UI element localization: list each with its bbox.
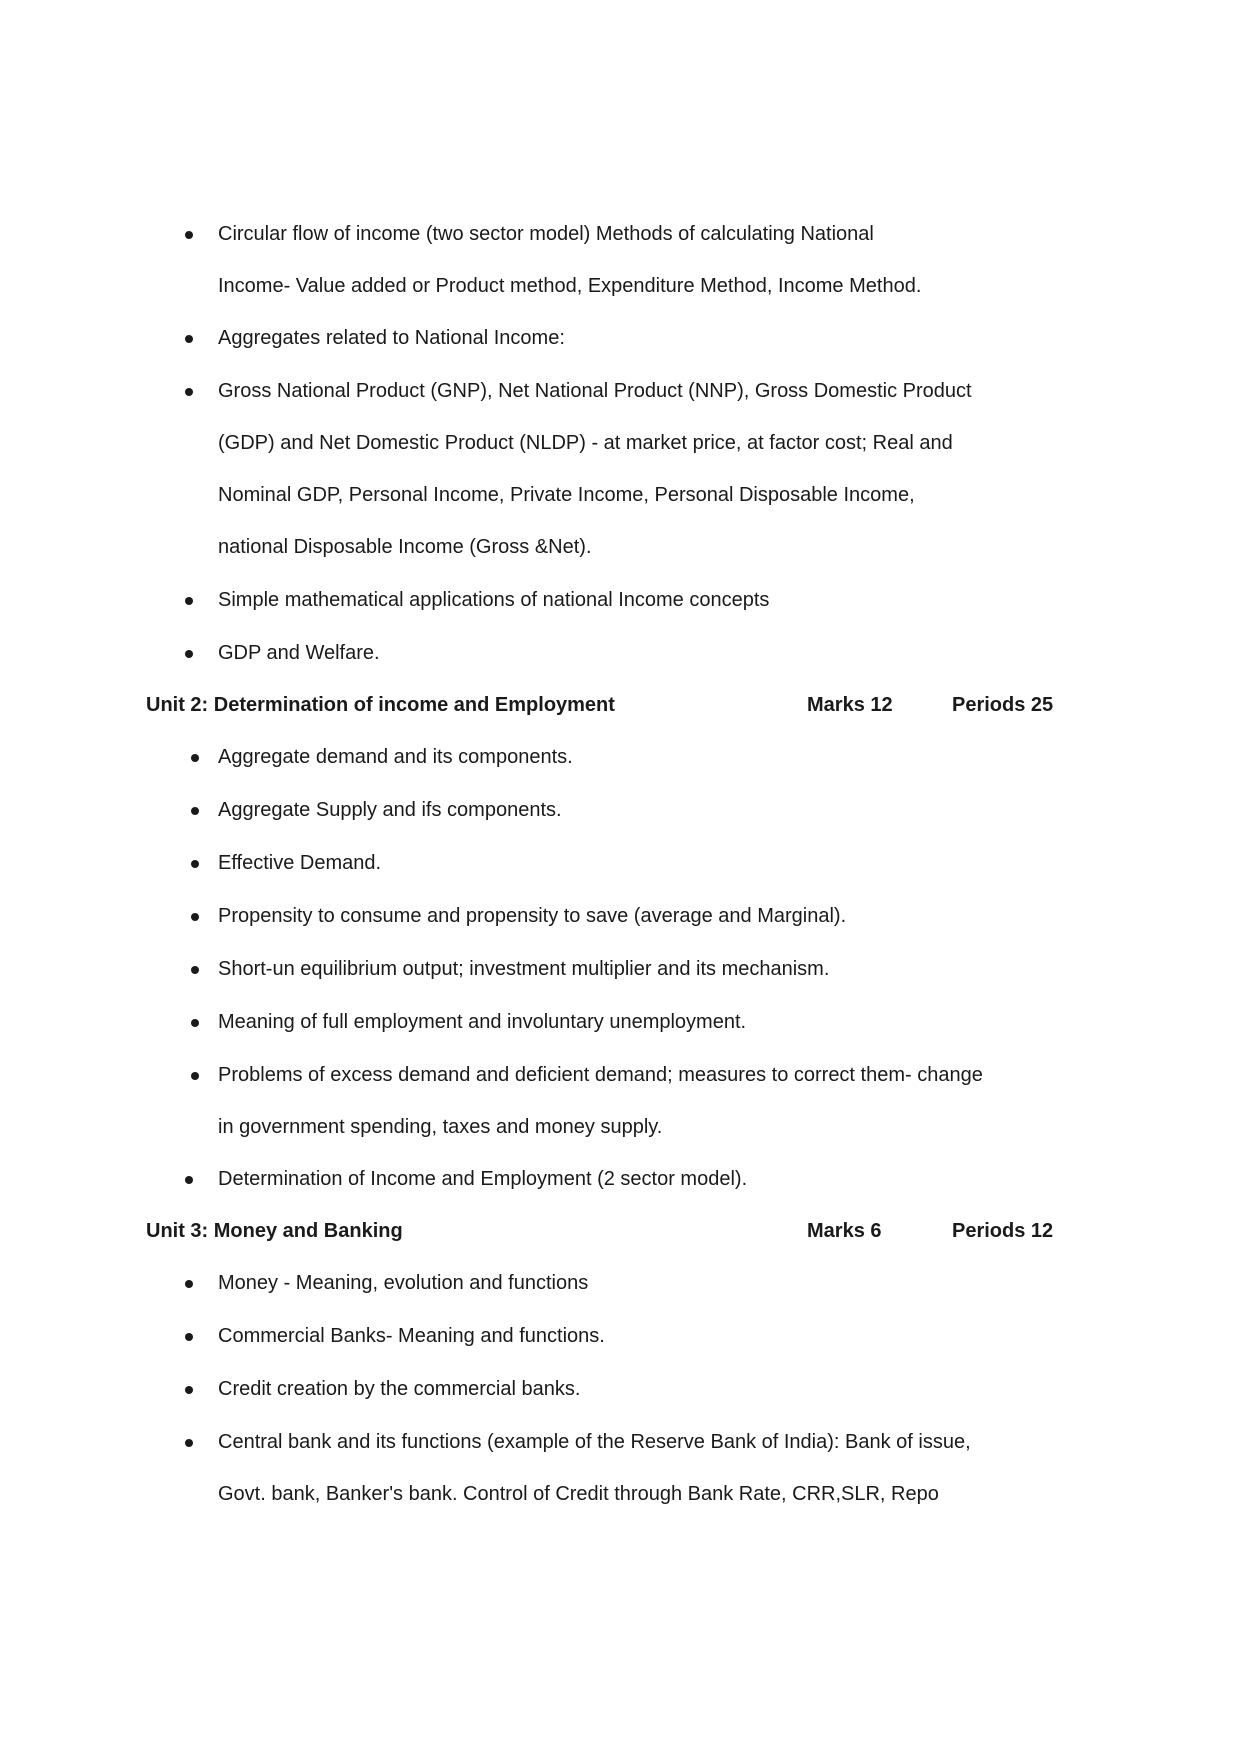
unit-2-periods: Periods 25 [952,694,1054,716]
list-item-line: Propensity to consume and propensity to save (average and Marginal). [218,905,847,927]
list-item-line: Income- Value added or Product method, Expenditure Method, Income Method. [218,275,922,297]
bullet-icon [185,1439,193,1447]
bullet-icon [185,1280,193,1288]
list-item-line: Meaning of full employment and involuntary unemployment. [218,1011,747,1033]
list-item-line: Govt. bank, Banker's bank. Control of Credit through Bank Rate, CRR,SLR, Repo [218,1483,939,1505]
list-item-line: Short-un equilibrium output; investment multiplier and its mechanism. [218,958,830,980]
bullet-icon [185,335,193,343]
bullet-icon [191,807,199,815]
bullet-icon [191,913,199,921]
bullet-icon [191,860,199,868]
unit-3-marks: Marks 6 [807,1220,882,1242]
list-item-line: Aggregate Supply and ifs components. [218,799,562,821]
list-item-line: Credit creation by the commercial banks. [218,1378,581,1400]
list-item-line: GDP and Welfare. [218,642,380,664]
bullet-icon [185,1176,193,1184]
list-item-line: Commercial Banks- Meaning and functions. [218,1325,605,1347]
list-item-line: Problems of excess demand and deficient demand; measures to correct them- change [218,1064,983,1086]
bullet-icon [191,966,199,974]
bullet-icon [185,597,193,605]
list-item-line: Circular flow of income (two sector model) Methods of calculating National [218,223,874,245]
unit-3-periods: Periods 12 [952,1220,1054,1242]
list-item-line: Aggregate demand and its components. [218,746,573,768]
list-item-line: (GDP) and Net Domestic Product (NLDP) - at market price, at factor cost; Real and [218,432,953,454]
list-item-line: Effective Demand. [218,852,382,874]
bullet-icon [185,650,193,658]
list-item-line: in government spending, taxes and money supply. [218,1116,663,1138]
list-item-line: Determination of Income and Employment (2 sector model). [218,1168,748,1190]
bullet-icon [191,754,199,762]
list-item-line: Gross National Product (GNP), Net National Product (NNP), Gross Domestic Product [218,380,972,402]
list-item-line: Simple mathematical applications of national Income concepts [218,589,770,611]
bullet-icon [185,1386,193,1394]
bullet-icon [185,231,193,239]
list-item-line: Aggregates related to National Income: [218,327,565,349]
bullet-icon [191,1019,199,1027]
bullet-icon [191,1072,199,1080]
list-item-line: national Disposable Income (Gross &Net). [218,536,592,558]
unit-3-title: Unit 3: Money and Banking [146,1220,403,1242]
bullet-icon [185,1333,193,1341]
list-item-line: Nominal GDP, Personal Income, Private Income, Personal Disposable Income, [218,484,915,506]
list-item-line: Central bank and its functions (example of the Reserve Bank of India): Bank of issue, [218,1431,971,1453]
list-item-line: Money - Meaning, evolution and functions [218,1272,589,1294]
bullet-icon [185,388,193,396]
unit-2-title: Unit 2: Determination of income and Employment [146,694,615,716]
unit-2-marks: Marks 12 [807,694,893,716]
